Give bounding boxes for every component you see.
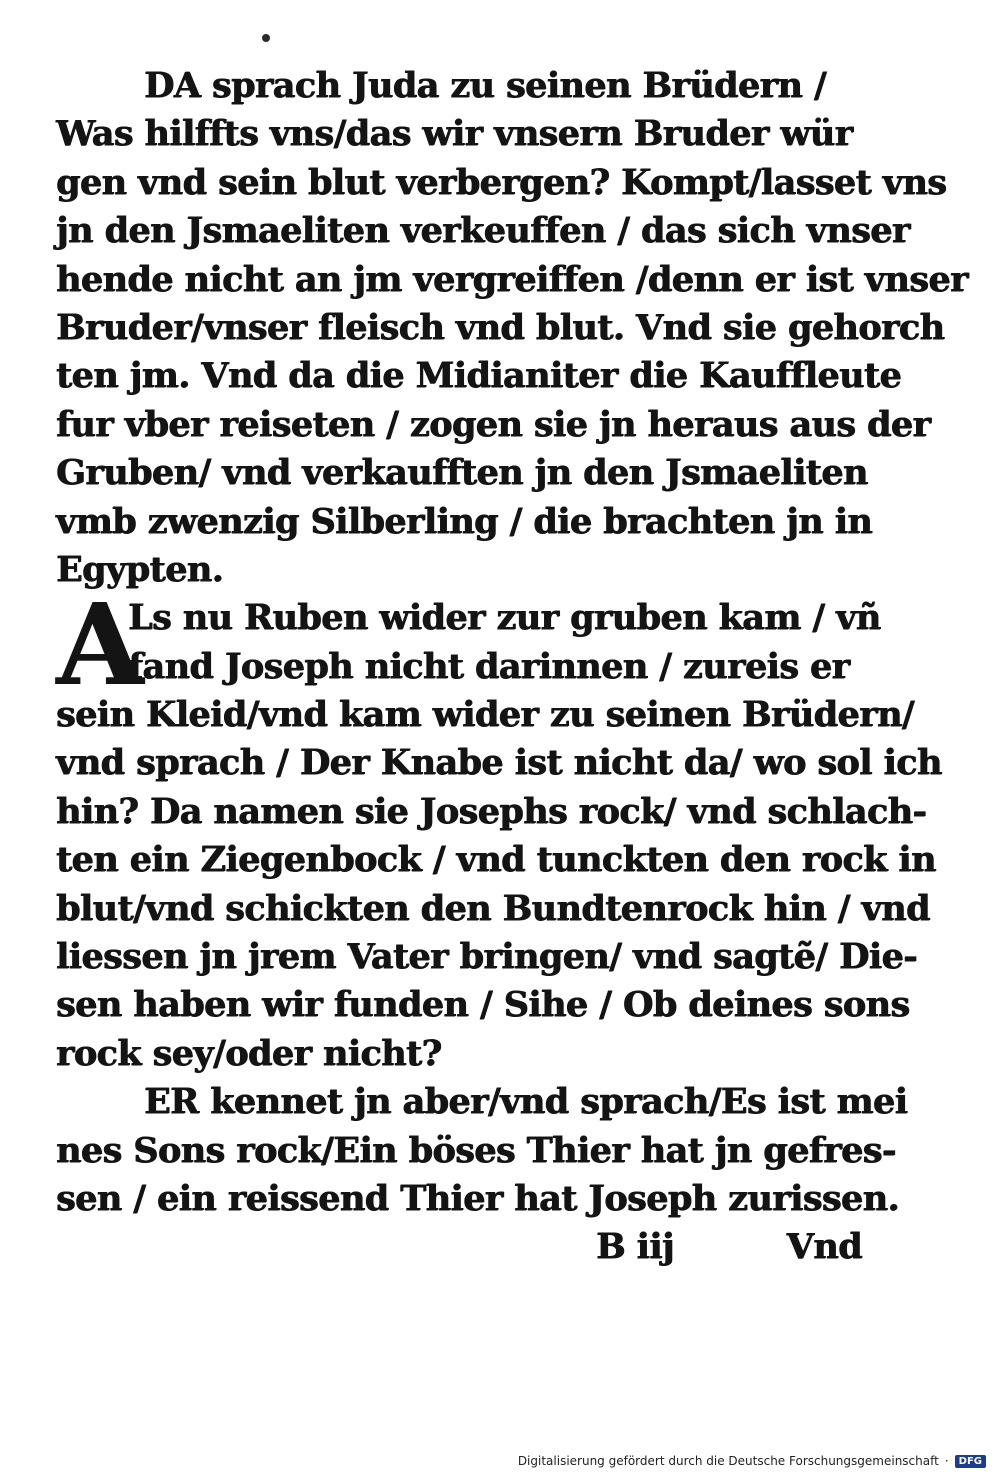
text-line: gen vnd sein blut verbergen? Kompt/lasset vns: [56, 161, 947, 203]
paragraph-2: [56, 580, 881, 712]
text-line: fand Joseph nicht darinnen / zureis er: [128, 645, 850, 687]
text-line: sen / ein reissend Thier hat Joseph zurissen.: [56, 1177, 900, 1219]
paragraph-2-continued: [56, 691, 942, 1078]
drop-cap-initial: A: [56, 580, 143, 712]
text-line: sein Kleid/vnd kam wider zu seinen Brüdern/: [56, 694, 915, 736]
text-line: Bruder/vnser fleisch vnd blut. Vnd sie gehorch: [56, 306, 945, 348]
text-line: DA sprach Juda zu seinen Brüdern /: [144, 65, 827, 106]
paragraph-1: [56, 62, 968, 594]
footer-credit: Digitalisierung gefördert durch die Deutsche Forschungsgemeinschaft: [517, 1454, 939, 1468]
text-line: nes Sons rock/Ein böses Thier hat jn gefres-: [56, 1129, 896, 1171]
text-line: liessen jn jrem Vater bringen/ vnd sagtẽ/ Die-: [56, 936, 918, 978]
paragraph-3: [56, 1078, 908, 1223]
text-block: [56, 62, 968, 1272]
footer-separator: ·: [944, 1454, 949, 1468]
text-line: jn den Jsmaeliten verkeuffen / das sich vnser: [56, 210, 910, 252]
digitization-footer: [518, 1454, 986, 1468]
signature-line: [56, 1223, 862, 1271]
text-line: hende nicht an jm vergreiffen /denn er ist vnser: [56, 258, 968, 300]
text-line: sen haben wir funden / Sihe / Ob deines sons: [56, 984, 910, 1026]
page-mark: [262, 34, 270, 42]
text-line: Ls nu Ruben wider zur gruben kam / vñ: [128, 597, 881, 639]
text-line: ten ein Ziegenbock / vnd tunckten den rock in: [56, 839, 936, 881]
text-line: vnd sprach / Der Knabe ist nicht da/ wo sol ich: [56, 742, 942, 784]
text-line: ten jm. Vnd da die Midianiter die Kauffleute: [56, 355, 902, 397]
text-line: Egypten.: [56, 548, 224, 590]
text-line: Was hilffts vns/das wir vnsern Bruder wür: [56, 113, 853, 155]
text-line: ER kennet jn aber/vnd sprach/Es ist mei: [144, 1081, 908, 1123]
text-line: rock sey/oder nicht?: [56, 1032, 442, 1074]
text-line: Gruben/ vnd verkaufften jn den Jsmaeliten: [56, 452, 868, 494]
text-line: vmb zwenzig Silberling / die brachten jn in: [56, 500, 873, 542]
text-line: blut/vnd schickten den Bundtenrock hin / vnd: [56, 887, 930, 929]
catchword: Vnd: [786, 1226, 862, 1268]
text-line: fur vber reiseten / zogen sie jn heraus aus der: [56, 403, 931, 445]
dfg-logo-icon: DFG: [955, 1455, 986, 1468]
text-line: hin? Da namen sie Josephs rock/ vnd schlach-: [56, 790, 927, 832]
signature-mark: B iij: [596, 1226, 675, 1268]
